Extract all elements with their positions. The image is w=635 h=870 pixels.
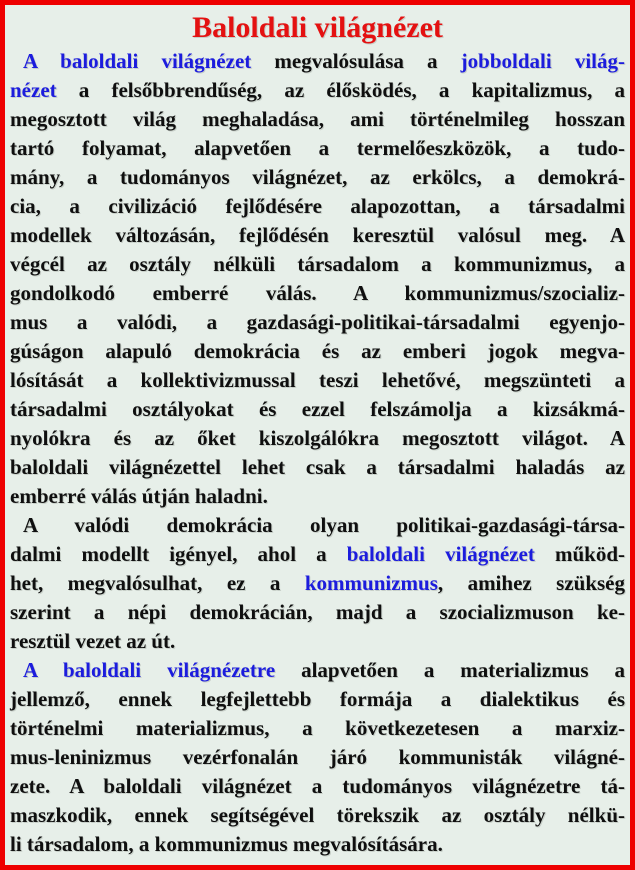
- highlighted-text-segment: nézet: [10, 78, 57, 102]
- text-line: [10, 482, 625, 511]
- text-segment: történelmi materializmus, a következetesen a marxiz-: [10, 716, 625, 740]
- text-segment: mány, a tudományos világnézet, az erkölcs, a demokrá-: [10, 165, 625, 189]
- text-line: [10, 221, 625, 250]
- text-segment: gúságon alapuló demokrácia és az emberi jogok megva-: [10, 339, 625, 363]
- text-segment: emberré válás útján haladni.: [10, 484, 268, 508]
- text-segment: társadalmi osztályokat és ezzel felszámolja a kizsákmá-: [10, 397, 625, 421]
- text-line: [10, 656, 625, 685]
- text-line: [10, 830, 625, 859]
- text-segment: dalmi modellt igényel, ahol a: [10, 542, 347, 566]
- text-line: [10, 714, 625, 743]
- text-segment: szerint a népi demokrácián, majd a szocializmuson ke-: [10, 600, 625, 624]
- text-line: [10, 685, 625, 714]
- text-segment: mus-leninizmus vezérfonalán járó kommunisták világné-: [10, 745, 625, 769]
- document-body: [10, 47, 625, 859]
- text-line: [10, 540, 625, 569]
- text-segment: cia, a civilizáció fejlődésére alapozottan, a társadalmi: [10, 194, 625, 218]
- text-line: [10, 105, 625, 134]
- text-segment: modellek változásán, fejlődésén keresztül valósul meg. A: [10, 223, 625, 247]
- text-segment: baloldali világnézettel lehet csak a társadalmi haladás az: [10, 455, 625, 479]
- highlighted-text-segment: A baloldali világnézet: [23, 49, 252, 73]
- text-line: [10, 134, 625, 163]
- text-segment: tartó folyamat, alapvetően a termelőeszközök, a tudo-: [10, 136, 625, 160]
- text-line: [10, 453, 625, 482]
- text-line: [10, 511, 625, 540]
- text-segment: megvalósulása a: [251, 49, 461, 73]
- text-line: [10, 47, 625, 76]
- text-segment: működ-: [534, 542, 626, 566]
- text-segment: lósítását a kollektivizmussal teszi lehetővé, megszünteti a: [10, 368, 625, 392]
- text-line: [10, 569, 625, 598]
- text-line: [10, 743, 625, 772]
- text-line: [10, 598, 625, 627]
- text-line: [10, 424, 625, 453]
- text-segment: resztül vezet az út.: [10, 629, 176, 653]
- text-line: [10, 337, 625, 366]
- text-line: [10, 627, 625, 656]
- text-segment: nyolókra és az őket kiszolgálókra megosztott világot. A: [10, 426, 625, 450]
- text-line: [10, 772, 625, 801]
- text-segment: zete. A baloldali világnézet a tudományos világnézetre tá-: [10, 774, 625, 798]
- text-line: [10, 76, 625, 105]
- text-segment: gondolkodó emberré válás. A kommunizmus/szocializ-: [10, 281, 625, 305]
- document-title: Baloldali világnézet: [192, 11, 443, 44]
- text-segment: li társadalom, a kommunizmus megvalósítására.: [10, 832, 443, 856]
- highlighted-text-segment: kommunizmus: [304, 571, 438, 595]
- text-line: [10, 395, 625, 424]
- text-segment: het, megvalósulhat, ez a: [10, 571, 305, 595]
- text-segment: alapvetően a materializmus a: [275, 658, 625, 682]
- highlighted-text-segment: A baloldali világnézetre: [23, 658, 276, 682]
- text-line: [10, 250, 625, 279]
- text-line: [10, 163, 625, 192]
- text-line: [10, 279, 625, 308]
- text-segment: végcél az osztály nélküli társadalom a kommunizmus, a: [10, 252, 625, 276]
- text-segment: maszkodik, ennek segítségével törekszik az osztály nélkü-: [10, 803, 625, 827]
- text-line: [10, 801, 625, 830]
- text-line: [10, 366, 625, 395]
- text-segment: mus a valódi, a gazdasági-politikai-társadalmi egyenjo-: [10, 310, 625, 334]
- text-segment: megosztott világ meghaladása, ami történelmileg hosszan: [10, 107, 625, 131]
- highlighted-text-segment: jobboldali világ-: [460, 49, 625, 73]
- text-segment: a felsőbbrendűség, az élősködés, a kapitalizmus, a: [56, 78, 625, 102]
- text-line: [10, 192, 625, 221]
- text-line: [10, 308, 625, 337]
- text-segment: , amihez szükség: [437, 571, 625, 595]
- text-segment: A valódi demokrácia olyan politikai-gazdasági-társa-: [23, 513, 625, 537]
- text-segment: jellemző, ennek legfejlettebb formája a dialektikus és: [10, 687, 625, 711]
- highlighted-text-segment: baloldali világnézet: [346, 542, 535, 566]
